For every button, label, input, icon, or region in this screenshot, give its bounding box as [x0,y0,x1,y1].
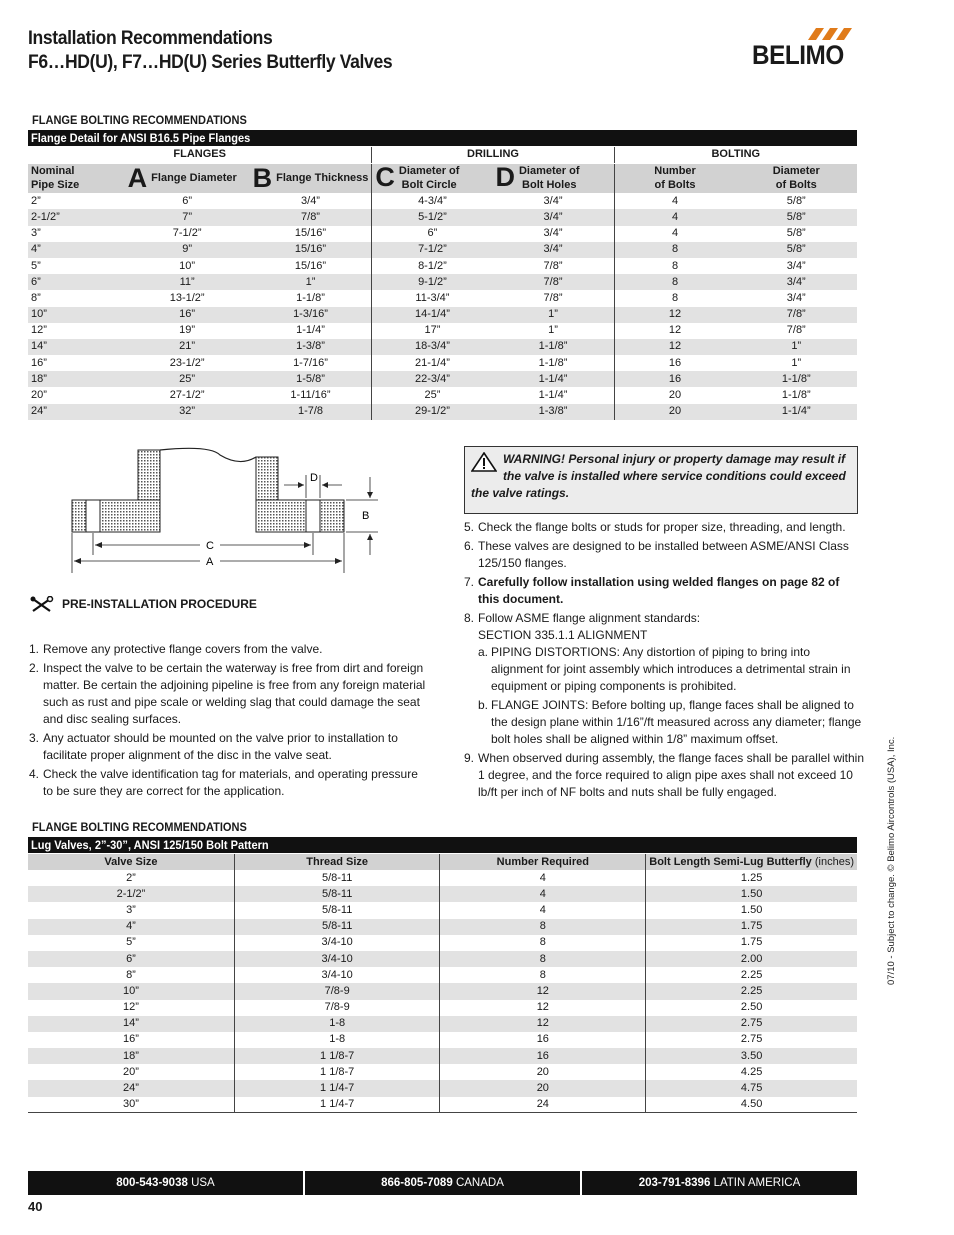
flange-cell: 3/4” [543,227,563,240]
lug-cell: 1.75 [646,919,857,935]
lug-cell: 12 [440,1000,646,1016]
lug-cell: 5/8-11 [234,902,440,918]
flange-cell: 1-3/16” [250,307,372,323]
lug-cell: 1.50 [646,886,857,902]
flange-cell: 1-1/4” [736,404,858,420]
lug-table-title-bar [28,837,857,853]
flange-table-title: Flange Detail for ANSI B16.5 Pipe Flanges [31,131,251,145]
lug-cell: 24” [28,1080,234,1096]
lug-cell: 2” [28,870,234,886]
lug-cell: 5/8-11 [234,919,440,935]
step-9: 9. When observed during assembly, the flange faces shall be parallel within 1 degree, and the force required to align pipe axes shall not exceed 10 lb/ft per inch of NF bolts and nuts shall be fully engaged. [464,751,864,799]
lug-table-title: Lug Valves, 2”-30”, ANSI 125/150 Bolt Pattern [31,838,269,852]
flange-column-header-row [28,163,857,193]
col-number-required: Number Required [440,854,646,870]
lug-cell: 12 [440,1016,646,1032]
flange-cell: 1-5/8” [250,371,372,387]
col-diameter-of-bolts: Diameter of Bolts [736,163,858,193]
lug-table-row [28,983,857,999]
lug-cell: 4.25 [646,1064,857,1080]
flange-cell: 3/4” [492,209,614,225]
flange-cell: 3” [31,227,41,240]
flange-cell: 19” [179,324,196,337]
warning-text: WARNING! Personal injury or property damage may result if the valve is installed where service conditions could exceed the valve ratings. [471,452,846,500]
flange-cell: 9” [125,242,250,258]
lug-cell: 3/4-10 [234,951,440,967]
lug-cell: 10” [28,983,234,999]
flange-cell: 5-1/2” [372,209,493,225]
step-8-section: SECTION 335.1.1 ALIGNMENT [478,628,648,642]
flange-table-row [28,290,857,306]
diagram-label-d: D [310,472,318,484]
flange-cell: 8 [614,290,735,306]
flange-cell: 1-1/8” [492,339,614,355]
step-6: 6. These valves are designed to be installed between ASME/ANSI Class 125/150 flanges. [464,539,849,570]
flange-cell: 4 [614,193,735,209]
flange-cell: 11” [125,274,250,290]
lug-table-row [28,1016,857,1032]
flange-cell: 8 [614,274,735,290]
flange-cell: 8-1/2” [372,258,493,274]
flange-cell: 7-1/2” [172,227,202,240]
flange-cell: 1” [548,324,558,337]
lug-section-label: FLANGE BOLTING RECOMMENDATIONS [32,820,247,834]
flange-cell: 7/8” [736,307,858,323]
lug-cell: 3/4-10 [234,967,440,983]
flange-cell: 9-1/2” [372,274,493,290]
lug-cell: 18” [28,1048,234,1064]
flange-cell: 6” [182,194,193,207]
lug-cell: 20 [440,1064,646,1080]
step-7: 7. Carefully follow installation using welded flanges on page 82 of this document. [464,575,840,606]
preinstall-step-1: 1. Remove any protective flange covers from the valve. [29,642,323,656]
lug-table-row [28,886,857,902]
page-title [28,26,392,74]
flange-cell: 23-1/2” [169,356,205,369]
flange-cell: 3/4” [492,242,614,258]
diagram-label-b: B [362,510,370,522]
flange-cell: 6” [372,226,493,242]
lug-cell: 30” [28,1097,234,1113]
diagram-label-c: C [206,540,214,552]
flange-table-row [28,307,857,323]
lug-cell: 6” [28,951,234,967]
flange-cell: 1-7/16” [293,356,328,369]
flange-table-row [28,323,857,339]
flange-table-row [28,242,857,258]
flange-cell: 11-3/4” [372,290,493,306]
flange-cell: 7/8” [492,274,614,290]
col-flange-thickness: B Flange Thickness [250,163,372,193]
flange-cell: 18-3/4” [372,339,493,355]
flange-cell: 18” [28,371,125,387]
installation-steps-right [464,519,864,803]
flange-cell: 16” [31,356,47,369]
lug-cell: 14” [28,1016,234,1032]
lug-table-row [28,951,857,967]
step-8b: b. FLANGE JOINTS: Before bolting up, flange faces shall be aligned to the design plane within 1/16”/ft measured across any diameter; flange bolt holes shall be aligned within 1/8” maximum offset. [478,698,862,746]
lug-cell: 20” [28,1064,234,1080]
flange-cell: 12 [614,307,735,323]
flange-cell: 5/8” [786,194,806,207]
flange-table-body [28,193,857,420]
lug-cell: 1-8 [234,1032,440,1048]
flange-cell: 24” [28,404,125,420]
flange-cell: 2-1/2” [28,209,125,225]
flange-cell: 3/4” [786,291,806,304]
lug-cell: 1 1/8-7 [234,1048,440,1064]
flange-table-row [28,371,857,387]
flange-cell: 10” [179,259,196,272]
lug-cell: 4 [440,886,646,902]
lug-table-row [28,1064,857,1080]
preinstall-heading: PRE-INSTALLATION PROCEDURE [30,596,257,614]
flange-cell: 3/4” [301,194,320,207]
flange-cell: 1” [250,274,372,290]
lug-cell: 16 [440,1048,646,1064]
lug-cell: 16” [28,1032,234,1048]
flange-cell: 1-1/4” [296,324,325,337]
flange-cell: 1-11/16” [290,389,331,402]
lug-cell: 1 1/4-7 [234,1097,440,1113]
lug-cell: 7/8-9 [234,1000,440,1016]
lug-cell: 2.75 [646,1032,857,1048]
lug-cell: 8 [440,951,646,967]
lug-valves-table [28,854,857,1113]
preinstall-step-4: 4. Check the valve identification tag for materials, and operating pressure to be sure they are correct for the application. [29,767,418,798]
lug-cell: 3/4-10 [234,935,440,951]
flange-table-row [28,258,857,274]
latam-phone: 203-791-8396 [638,1177,711,1189]
flange-cell: 1-1/4” [492,371,614,387]
flange-cell: 1-3/8” [250,339,372,355]
lug-cell: 1 1/8-7 [234,1064,440,1080]
flange-table-row [28,274,857,290]
lug-cell: 8 [440,935,646,951]
wrench-tools-icon [30,596,54,614]
preinstall-step-2: 2. Inspect the valve to be certain the waterway is free from dirt and foreign matter. Be certain the adjoining pipeline is free from any foreign material such as rust and pipe scale or welding slag that could damage the seat and disc sealing surfaces. [29,661,426,726]
lug-cell: 4 [440,870,646,886]
flange-cell: 7” [125,209,250,225]
flange-cell: 7/8” [250,209,372,225]
preinstall-step-3: 3. Any actuator should be mounted on the valve prior to installation to facilitate proper alignment of the disc in the valve seat. [29,731,398,762]
usa-phone: 800-543-9038 [116,1177,188,1189]
flange-cell: 15/16” [250,242,372,258]
step-8: 8. Follow ASME flange alignment standards: [464,611,701,625]
col-nominal-pipe-size: Nominal Pipe Size [28,163,125,193]
lug-cell: 1.50 [646,902,857,918]
lug-table-row [28,1048,857,1064]
flange-table-row [28,193,857,209]
flange-cell: 12” [31,324,47,337]
flange-cell: 16 [614,371,735,387]
flange-cell: 2” [31,194,41,207]
flange-cell: 3/4” [786,259,806,272]
flange-detail-table [28,147,857,420]
flange-table-row [28,404,857,420]
lug-cell: 2.25 [646,967,857,983]
flange-cell: 14” [28,339,125,355]
lug-cell: 5” [28,935,234,951]
flange-cell: 4 [614,209,735,225]
flange-cell: 7/8” [786,324,806,337]
flange-cell: 4 [614,226,735,242]
flange-cell: 16 [614,355,735,371]
flange-table-row [28,209,857,225]
lug-table-row [28,967,857,983]
flange-cell: 7-1/2” [372,242,493,258]
lug-cell: 12 [440,983,646,999]
lug-cell: 1 1/4-7 [234,1080,440,1096]
contact-footer [28,1171,857,1195]
lug-table-body [28,870,857,1113]
lug-cell: 3” [28,902,234,918]
flange-section-label: FLANGE BOLTING RECOMMENDATIONS [32,113,247,127]
lug-table-row [28,902,857,918]
letter-d: D [495,162,515,193]
flange-cell: 20 [614,404,735,420]
lug-header-row [28,854,857,870]
flange-cell: 25” [125,371,250,387]
lug-cell: 2-1/2” [28,886,234,902]
lug-cell: 7/8-9 [234,983,440,999]
footer-canada: 866-805-7089 CANADA [305,1171,580,1195]
lug-cell: 24 [440,1097,646,1113]
lug-cell: 12” [28,1000,234,1016]
lug-cell: 2.25 [646,983,857,999]
step-5: 5. Check the flange bolts or studs for proper size, threading, and length. [464,520,846,534]
flange-cell: 3/4” [543,194,563,207]
letter-b: B [252,163,273,194]
lug-cell: 4.50 [646,1097,857,1113]
flange-cell: 5/8” [736,242,858,258]
warning-box [464,446,858,514]
lug-table-row [28,935,857,951]
col-bolt-length: Bolt Length Semi-Lug Butterfly (inches) [646,854,857,870]
group-flanges: FLANGES [28,147,372,163]
flange-cell: 13-1/2” [169,291,205,304]
flange-cell: 32” [125,404,250,420]
col-bolt-circle: C Diameter of Bolt Circle [372,163,493,193]
footer-latam: 203-791-8396 LATIN AMERICA [582,1171,857,1195]
flange-cell: 8” [31,291,41,304]
lug-table-row [28,870,857,886]
flange-cell: 1-1/8” [781,389,811,402]
flange-cell: 3/4” [736,274,858,290]
flange-cell: 21-1/4” [372,355,493,371]
flange-cell: 15/16” [294,259,327,272]
flange-cell: 7/8” [543,291,563,304]
lug-table-row [28,1000,857,1016]
copyright-sidebar: 07/10 - Subject to change. © Belimo Aircontrols (USA), Inc. [886,736,897,985]
flange-cell: 16” [125,307,250,323]
flange-cell: 27-1/2” [169,389,205,402]
flange-cell: 21” [125,339,250,355]
col-number-of-bolts: Number of Bolts [614,163,735,193]
flange-cell: 1-7/8 [250,404,372,420]
flange-cell: 5” [31,259,41,272]
flange-cell: 29-1/2” [372,404,493,420]
page-number: 40 [28,1199,43,1214]
lug-cell: 4 [440,902,646,918]
lug-cell: 1.25 [646,870,857,886]
footer-usa: 800-543-9038 USA [28,1171,303,1195]
flange-cell: 1-1/8” [736,371,858,387]
flange-cell: 17” [372,323,493,339]
flange-cell: 14-1/4” [372,307,493,323]
title-line-2: F6…HD(U), F7…HD(U) Series Butterfly Valves [28,51,393,73]
warning-triangle-icon [471,452,497,472]
title-line-1: Installation Recommendations [28,27,273,49]
flange-cell: 4” [28,242,125,258]
logo-wordmark: BELIMO [752,40,844,70]
lug-cell: 8 [440,967,646,983]
lug-cell: 1.75 [646,935,857,951]
preinstall-steps [29,641,429,802]
flange-cell: 8 [614,258,735,274]
flange-cell: 10” [28,307,125,323]
flange-cell: 1” [492,307,614,323]
lug-cell: 8 [440,919,646,935]
lug-cell: 16 [440,1032,646,1048]
flange-cell: 12 [614,339,735,355]
lug-cell: 2.75 [646,1016,857,1032]
flange-cell: 8 [614,242,735,258]
lug-table-row [28,1097,857,1113]
flange-cell: 1” [791,356,802,369]
flange-cell: 12 [614,323,735,339]
letter-c: C [375,162,395,193]
lug-cell: 4” [28,919,234,935]
flange-cell: 1-3/8” [492,404,614,420]
lug-cell: 5/8-11 [234,870,440,886]
step-8a: a. PIPING DISTORTIONS: Any distortion of piping to bring into alignment for joint assembly which introduces a detrimental strain in equipment or piping components is prohibited. [478,645,851,693]
flange-cell: 5/8” [786,227,806,240]
letter-a: A [127,163,148,194]
col-valve-size: Valve Size [28,854,234,870]
flange-cell: 20 [614,387,735,403]
flange-cell: 15/16” [294,227,327,240]
lug-cell: 2.50 [646,1000,857,1016]
flange-cell: 1” [736,339,858,355]
flange-cell: 20” [31,389,47,402]
flange-table-row [28,339,857,355]
flange-cell: 4-3/4” [372,193,493,209]
lug-table-row [28,919,857,935]
belimo-logo [752,28,858,72]
col-thread-size: Thread Size [234,854,440,870]
diagram-label-a: A [206,556,214,568]
lug-cell: 3.50 [646,1048,857,1064]
lug-cell: 8” [28,967,234,983]
lug-table-row [28,1032,857,1048]
lug-cell: 1-8 [234,1016,440,1032]
flange-cell: 6” [28,274,125,290]
flange-cell: 1-1/8” [538,356,568,369]
flange-cell: 25” [372,387,493,403]
canada-phone: 866-805-7089 [381,1177,453,1189]
group-bolting: BOLTING [614,147,857,163]
flange-table-title-bar [28,130,857,146]
col-flange-diameter: A Flange Diameter [125,163,250,193]
lug-cell: 20 [440,1080,646,1096]
lug-cell: 2.00 [646,951,857,967]
flange-cell: 5/8” [736,209,858,225]
lug-cell: 4.75 [646,1080,857,1096]
group-drilling: DRILLING [372,147,614,163]
flange-cell: 22-3/4” [372,371,493,387]
flange-table-row [28,387,857,403]
flange-group-header-row [28,147,857,163]
flange-table-row [28,226,857,242]
lug-table-row [28,1080,857,1096]
lug-cell: 5/8-11 [234,886,440,902]
flange-cell: 7/8” [543,259,563,272]
flange-cross-section-diagram [60,445,400,575]
flange-cell: 1-1/4” [538,389,568,402]
flange-table-row [28,355,857,371]
col-bolt-holes: D Diameter of Bolt Holes [492,163,614,193]
flange-cell: 1-1/8” [296,291,325,304]
belimo-stripes-logo-icon [802,28,858,40]
